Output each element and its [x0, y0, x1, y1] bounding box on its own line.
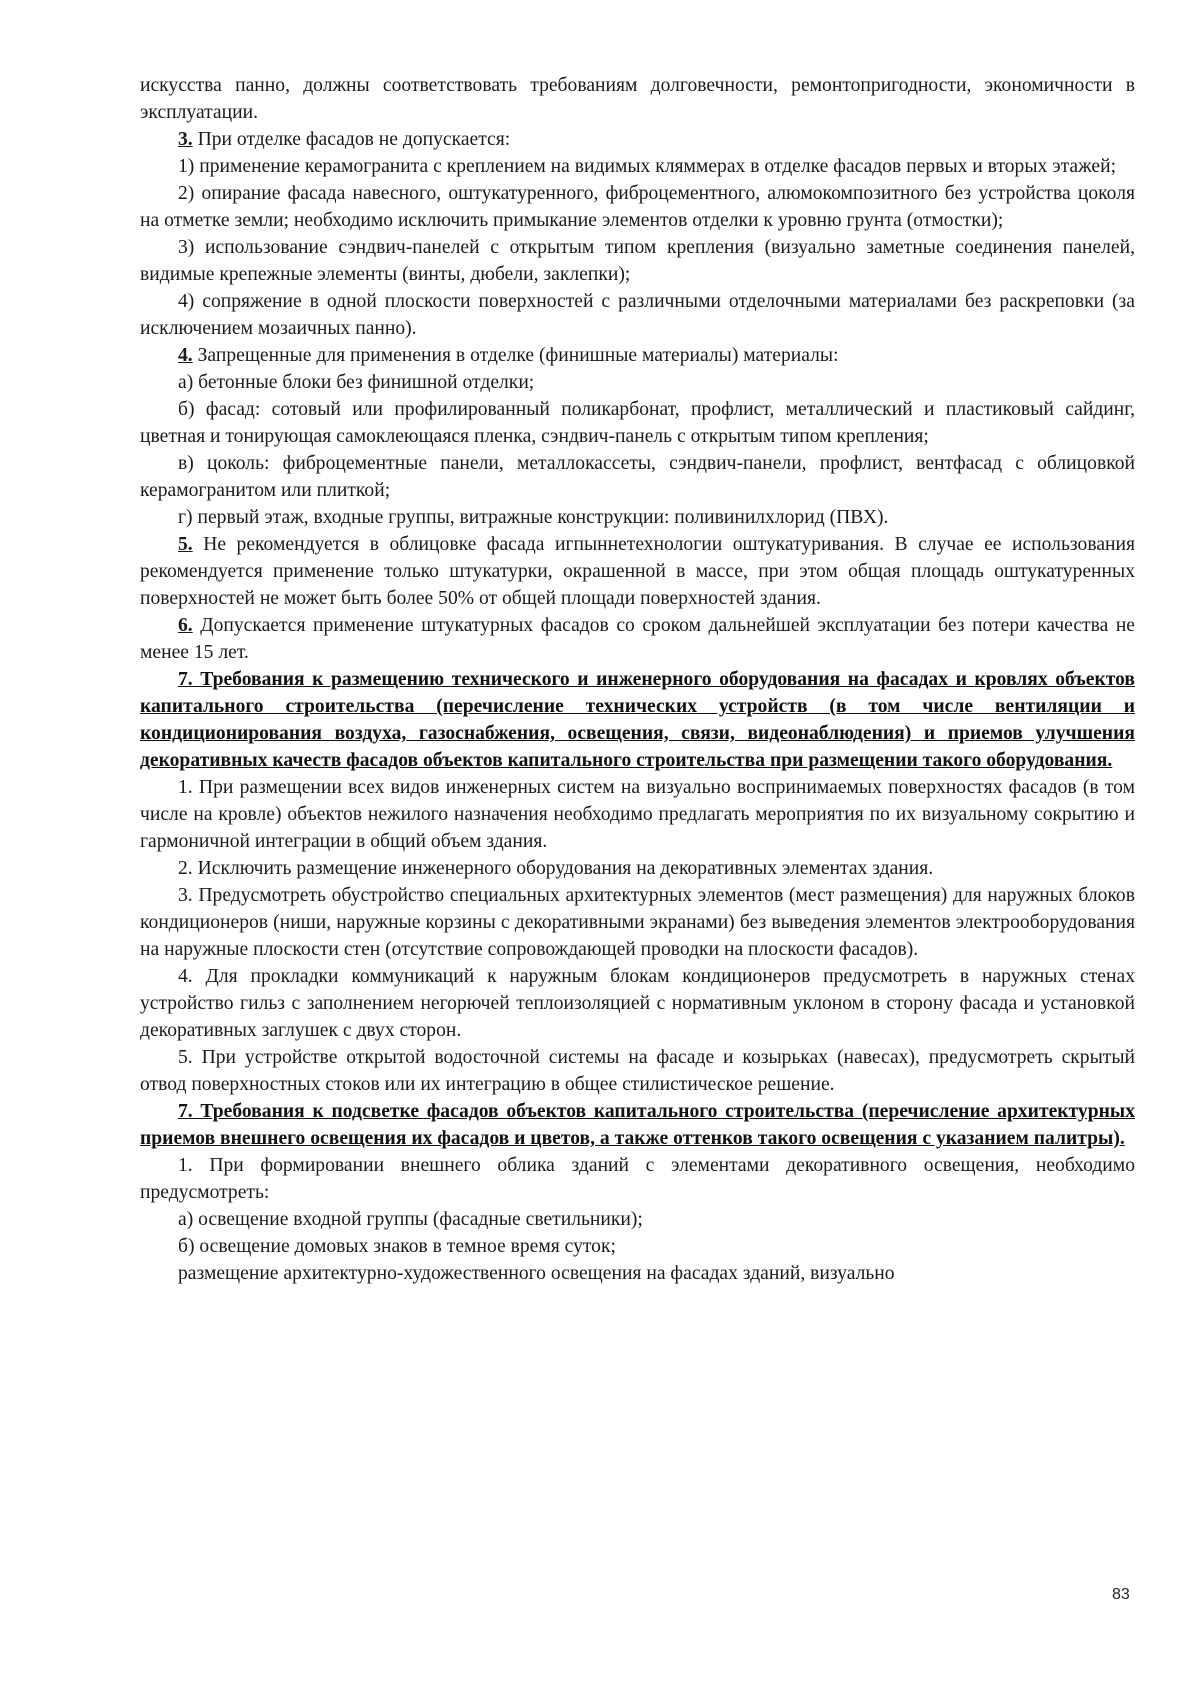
section-text: Не рекомендуется в облицовке фасада игпыннетехнологии оштукатуривания. В случае ее использования рекомендуется применение только штукатурки, окрашенной в массе, при этом общая площадь оштукатуренных поверхностей не может быть более 50% от общей площади поверхностей здания. — [140, 534, 1135, 609]
section-number: 6. — [178, 615, 193, 636]
list-item: а) бетонные блоки без финишной отделки; — [178, 372, 535, 393]
list-item: 2. Исключить размещение инженерного оборудования на декоративных элементах здания. — [178, 858, 934, 879]
document-page — [140, 72, 1135, 1287]
list-item: в) цоколь: фиброцементные панели, металлокассеты, сэндвич-панели, профлист, вентфасад с облицовкой керамогранитом или плиткой; — [140, 453, 1135, 501]
list-item: 5. При устройстве открытой водосточной системы на фасаде и козырьках (навесах), предусмотреть скрытый отвод поверхностных стоков или их интеграцию в общее стилистическое решение. — [140, 1047, 1135, 1095]
list-item: г) первый этаж, входные группы, витражные конструкции: поливинилхлорид (ПВХ). — [178, 507, 889, 528]
section-text: Запрещенные для применения в отделке (финишные материалы) материалы: — [192, 345, 839, 366]
heading-equipment-requirements: 7. Требования к размещению технического и инженерного оборудования на фасадах и кровлях объектов капитального строительства (перечисление технических устройств (в том числе вентиляции и кондиционирования воздуха, газоснабжения, освещения, связи, видеонаблюдения) и приемов улучшения декоративных качеств фасадов объектов капитального строительства при размещении такого оборудования. — [140, 669, 1135, 771]
list-item: 4. Для прокладки коммуникаций к наружным блокам кондиционеров предусмотреть в наружных стенах устройство гильз с заполнением негорючей теплоизоляцией с нормативным уклоном в сторону фасада и установкой декоративных заглушек с двух сторон. — [140, 966, 1135, 1041]
list-item: 3. Предусмотреть обустройство специальных архитектурных элементов (мест размещения) для наружных блоков кондиционеров (ниши, наружные корзины с декоративными экранами) без выведения элементов электрооборудования на наружные плоскости стен (отсутствие сопровождающей проводки на плоскости фасадов). — [140, 885, 1135, 960]
list-item: 4) сопряжение в одной плоскости поверхностей с различными отделочными материалами без раскреповки (за исключением мозаичных панно). — [140, 291, 1135, 339]
section-3-intro — [140, 126, 1135, 153]
section-4-intro — [140, 342, 1135, 369]
section-6 — [140, 612, 1135, 666]
list-item: б) освещение домовых знаков в темное время суток; — [178, 1236, 616, 1257]
section-text: При отделке фасадов не допускается: — [192, 129, 511, 150]
list-item: 2) опирание фасада навесного, оштукатуренного, фиброцементного, алюмокомпозитного без устройства цоколя на отметке земли; необходимо исключить примыкание элементов отделки к уровню грунта (отмостки); — [140, 183, 1135, 231]
paragraph-intro: искусства панно, должны соответствовать требованиям долговечности, ремонтопригодности, экономичности в эксплуатации. — [140, 75, 1135, 123]
section-number: 5. — [178, 534, 193, 555]
section-5 — [140, 531, 1135, 612]
heading-lighting-requirements: 7. Требования к подсветке фасадов объектов капитального строительства (перечисление архитектурных приемов внешнего освещения их фасадов и цветов, а также оттенков такого освещения с указанием палитры). — [140, 1101, 1135, 1149]
list-item: 1) применение керамогранита с креплением на видимых кляммерах в отделке фасадов первых и вторых этажей; — [178, 156, 1117, 177]
paragraph-last: размещение архитектурно-художественного освещения на фасадах зданий, визуально — [178, 1263, 895, 1284]
section-number: 4. — [178, 345, 193, 366]
list-item: а) освещение входной группы (фасадные светильники); — [178, 1209, 643, 1230]
list-item: 1. При формировании внешнего облика зданий с элементами декоративного освещения, необходимо предусмотреть: — [140, 1155, 1135, 1203]
section-number: 3. — [178, 129, 193, 150]
list-item: б) фасад: сотовый или профилированный поликарбонат, профлист, металлический и пластиковый сайдинг, цветная и тонирующая самоклеющаяся пленка, сэндвич-панель с открытым типом крепления; — [140, 399, 1135, 447]
section-text: Допускается применение штукатурных фасадов со сроком дальнейшей эксплуатации без потери качества не менее 15 лет. — [140, 615, 1135, 663]
list-item: 3) использование сэндвич-панелей с открытым типом крепления (визуально заметные соединения панелей, видимые крепежные элементы (винты, дюбели, заклепки); — [140, 237, 1135, 285]
page-number: 83 — [1112, 1586, 1130, 1603]
list-item: 1. При размещении всех видов инженерных систем на визуально воспринимаемых поверхностях фасадов (в том числе на кровле) объектов нежилого назначения необходимо предлагать мероприятия по их визуальному сокрытию и гармоничной интеграции в общий объем здания. — [140, 777, 1135, 852]
